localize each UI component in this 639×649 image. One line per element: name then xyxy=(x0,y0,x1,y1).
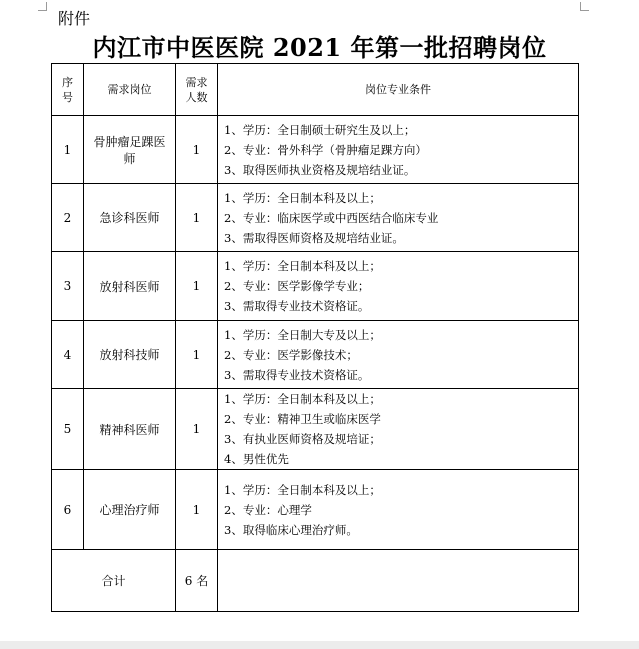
requirement-line: 4、男性优先 xyxy=(224,452,289,466)
requirement-line: 2、专业：骨外科学（骨肿瘤足踝方向） xyxy=(224,142,427,157)
header-index-line1: 序 xyxy=(62,75,73,89)
row-position: 放射科技师 xyxy=(84,321,176,389)
row-requirements xyxy=(218,252,579,321)
table-row xyxy=(52,116,579,184)
table-row xyxy=(52,470,579,550)
table-total-row xyxy=(52,550,579,612)
row-index: 5 xyxy=(52,389,84,470)
recruitment-table xyxy=(51,63,579,612)
total-empty-cell xyxy=(218,550,579,612)
header-position: 需求岗位 xyxy=(84,64,176,116)
requirement-line: 2、专业：临床医学或中西医结合临床专业 xyxy=(224,210,439,225)
requirement-line: 1、学历：全日制本科及以上； xyxy=(224,190,381,205)
row-index: 4 xyxy=(52,321,84,389)
header-count-line1: 需求 xyxy=(185,75,208,89)
page-corner-mark-right xyxy=(580,2,589,11)
requirement-line: 1、学历：全日制本科及以上； xyxy=(224,259,381,273)
header-index xyxy=(52,64,84,116)
row-requirements xyxy=(218,116,579,184)
requirement-line: 3、需取得专业技术资格证。 xyxy=(224,367,370,382)
table-row xyxy=(52,321,579,389)
row-count: 1 xyxy=(176,470,218,550)
page-corner-mark-left xyxy=(38,2,47,11)
requirement-line: 1、学历：全日制本科及以上； xyxy=(224,392,381,406)
row-requirements xyxy=(218,389,579,470)
requirement-line: 2、专业：医学影像学专业； xyxy=(224,279,370,293)
requirement-line: 3、取得医师执业资格及规培结业证。 xyxy=(224,162,416,177)
header-count xyxy=(176,64,218,116)
table-row xyxy=(52,184,579,252)
row-count: 1 xyxy=(176,321,218,389)
row-index: 2 xyxy=(52,184,84,252)
row-requirements xyxy=(218,470,579,550)
row-position: 放射科医师 xyxy=(84,252,176,321)
requirement-line: 3、取得临床心理治疗师。 xyxy=(224,522,358,537)
requirement-line: 3、需取得医师资格及规培结业证。 xyxy=(224,230,404,245)
row-count: 1 xyxy=(176,389,218,470)
row-position-line1: 骨肿瘤足踝医 xyxy=(93,134,166,149)
row-count: 1 xyxy=(176,116,218,184)
page-bottom-edge xyxy=(0,641,639,649)
row-index: 3 xyxy=(52,252,84,321)
header-index-line2: 号 xyxy=(62,90,73,104)
row-index: 1 xyxy=(52,116,84,184)
page-title: 内江市中医医院 2021 年第一批招聘岗位 xyxy=(92,33,547,62)
table-header-row xyxy=(52,64,579,116)
attachment-label: 附件 xyxy=(58,9,91,28)
header-requirements: 岗位专业条件 xyxy=(218,64,579,116)
row-count: 1 xyxy=(176,184,218,252)
total-count: 6 名 xyxy=(176,550,218,612)
table-row xyxy=(52,389,579,470)
requirement-line: 1、学历：全日制本科及以上； xyxy=(224,482,381,497)
row-count: 1 xyxy=(176,252,218,321)
row-position-line2: 师 xyxy=(123,151,136,166)
requirement-line: 3、需取得专业技术资格证。 xyxy=(224,299,370,313)
row-position xyxy=(84,116,176,184)
requirement-line: 3、有执业医师资格及规培证； xyxy=(224,432,381,446)
row-requirements xyxy=(218,184,579,252)
row-position: 急诊科医师 xyxy=(84,184,176,252)
requirement-line: 2、专业：医学影像技术； xyxy=(224,347,358,362)
row-position: 精神科医师 xyxy=(84,389,176,470)
header-count-line2: 人数 xyxy=(185,90,208,104)
requirement-line: 2、专业：心理学 xyxy=(224,502,312,517)
total-label: 合计 xyxy=(52,550,176,612)
table-row xyxy=(52,252,579,321)
row-position: 心理治疗师 xyxy=(84,470,176,550)
requirement-line: 1、学历：全日制大专及以上； xyxy=(224,327,381,342)
requirement-line: 1、学历：全日制硕士研究生及以上； xyxy=(224,122,416,137)
row-index: 6 xyxy=(52,470,84,550)
row-requirements xyxy=(218,321,579,389)
requirement-line: 2、专业：精神卫生或临床医学 xyxy=(224,412,381,426)
